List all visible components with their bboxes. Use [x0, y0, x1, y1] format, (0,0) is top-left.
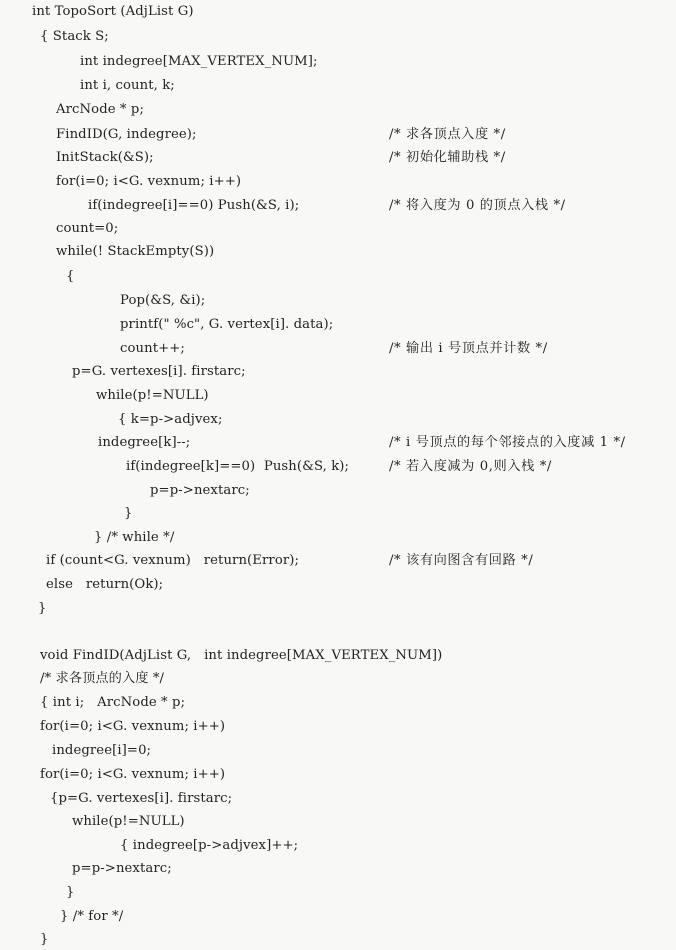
code-line: while(p!=NULL) [72, 814, 185, 829]
code-line: int i, count, k; [80, 78, 175, 93]
code-line: } [124, 506, 133, 521]
code-comment: /* 若入度减为 0,则入栈 */ [389, 459, 552, 474]
code-line: indegree[i]=0; [52, 743, 152, 758]
code-line: { indegree[p->adjvex]++; [120, 838, 299, 853]
code-line: while(! StackEmpty(S)) [56, 244, 215, 259]
code-line: } /* while */ [94, 530, 175, 545]
code-line: InitStack(&S); [56, 150, 154, 165]
code-line: p=G. vertexes[i]. firstarc; [72, 364, 246, 379]
code-comment: /* 该有向图含有回路 */ [389, 553, 534, 568]
code-line: if(indegree[k]==0) Push(&S, k); [126, 459, 350, 474]
code-line: p=p->nextarc; [72, 861, 172, 876]
code-line: } /* for */ [60, 909, 124, 924]
code-line: } [40, 932, 49, 947]
code-line: Pop(&S, &i); [120, 293, 206, 308]
code-comment: /* 求各顶点入度 */ [389, 127, 506, 142]
code-comment: /* 输出 i 号顶点并计数 */ [389, 341, 548, 356]
code-line: if(indegree[i]==0) Push(&S, i); [88, 198, 300, 213]
code-comment: /* i 号顶点的每个邻接点的入度减 1 */ [389, 435, 626, 450]
code-comment: /* 将入度为 0 的顶点入栈 */ [389, 198, 566, 213]
code-line: for(i=0; i<G. vexnum; i++) [40, 767, 226, 782]
code-line: { Stack S; [40, 29, 109, 44]
code-line: p=p->nextarc; [150, 483, 250, 498]
code-line: { [66, 269, 75, 284]
code-line: count=0; [56, 221, 119, 236]
code-line: while(p!=NULL) [96, 388, 209, 403]
code-line: } [66, 885, 75, 900]
code-line: if (count<G. vexnum) return(Error); [46, 553, 300, 568]
code-line: void FindID(AdjList G, int indegree[MAX_VERTEX_NUM]) [40, 648, 443, 663]
code-line: { int i; ArcNode * p; [40, 695, 186, 710]
code-comment: /* 初始化辅助栈 */ [389, 150, 506, 165]
code-line: { k=p->adjvex; [118, 412, 223, 427]
code-line: } [38, 601, 47, 616]
code-line: int indegree[MAX_VERTEX_NUM]; [80, 54, 318, 69]
code-line: ArcNode * p; [56, 102, 145, 117]
code-line: for(i=0; i<G. vexnum; i++) [40, 719, 226, 734]
code-line: FindID(G, indegree); [56, 127, 197, 142]
code-line: count++; [120, 341, 185, 356]
code-line: indegree[k]--; [98, 435, 191, 450]
code-line: printf(" %c", G. vertex[i]. data); [120, 317, 334, 332]
code-line: /* 求各顶点的入度 */ [40, 671, 165, 686]
code-line: for(i=0; i<G. vexnum; i++) [56, 174, 242, 189]
code-line: int TopoSort (AdjList G) [32, 4, 194, 19]
code-line: {p=G. vertexes[i]. firstarc; [50, 791, 233, 806]
code-line: else return(Ok); [46, 577, 164, 592]
